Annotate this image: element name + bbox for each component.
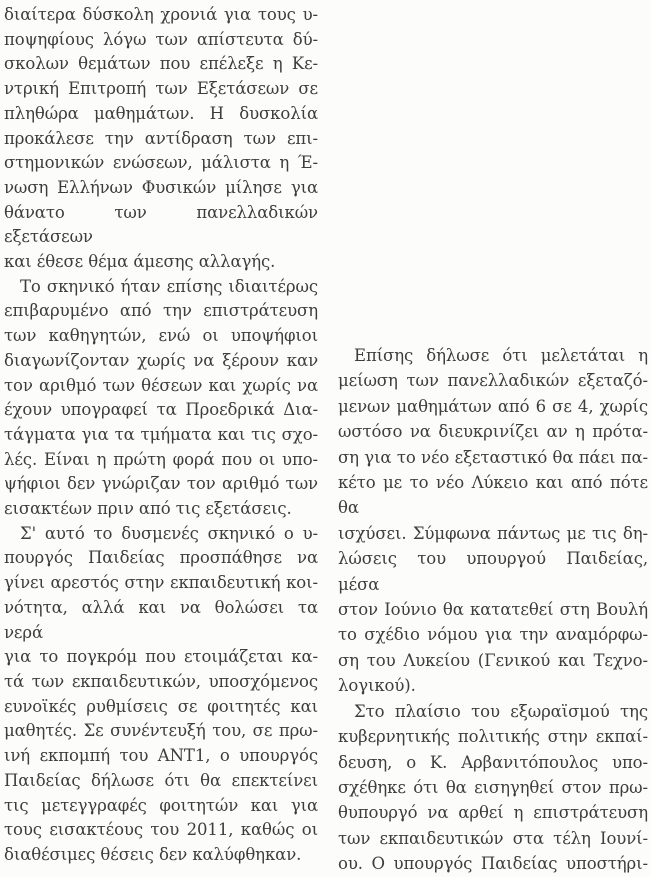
text-line: ισχύσει. Σύμφωνα πάντως με τις δη- bbox=[338, 523, 648, 543]
text-line: ση για το νέο εξεταστικό θα πάει πα- bbox=[338, 447, 648, 467]
text-line: θάνατο των πανελλαδικών εξετάσεων bbox=[4, 202, 318, 247]
text-line: ψήφιοι δεν γνώριζαν τον αριθμό των bbox=[4, 474, 318, 494]
text-line: σχέθηκε ότι θα εισηγηθεί στον πρω- bbox=[338, 777, 648, 797]
text-line: στον Ιούνιο θα κατατεθεί στη Βουλή bbox=[338, 600, 648, 620]
text-line: διαίτερα δύσκολη χρονιά για τους υ- bbox=[4, 5, 318, 24]
text-line: Παιδείας δήλωσε ότι θα επεκτείνει bbox=[4, 770, 318, 790]
text-line: Στο πλαίσιο του εξωραϊσμού της bbox=[354, 701, 648, 721]
text-line: των καθηγητών, ενώ οι υποψήφιοι bbox=[4, 326, 318, 346]
text-line: ωστόσο να διευκρινίζει αν η πρότα- bbox=[338, 422, 648, 442]
text-line: ευνοϊκές ρυθμίσεις σε φοιτητές και bbox=[4, 696, 318, 716]
text-line: εισακτέων πριν από τις εξετάσεις. bbox=[4, 499, 292, 519]
text-line: λώσεις του υπουργού Παιδείας, μέσα bbox=[338, 549, 648, 594]
text-line: γίνει αρεστός στην εκπαιδευτική κοι- bbox=[4, 573, 318, 593]
text-line: ντρική Επιτροπή των Εξετάσεων σε bbox=[4, 79, 318, 99]
text-line: για το πογκρόμ που ετοιμάζεται κα- bbox=[4, 647, 318, 667]
text-line: Σ' αυτό το δυσμενές σκηνικό ο υ- bbox=[20, 523, 318, 543]
text-line: νότητα, αλλά και να θολώσει τα νερά bbox=[4, 597, 318, 642]
text-line: δευση, ο Κ. Αρβανιτόπουλος υπο- bbox=[338, 752, 648, 772]
text-line: τους εισακτέους του 2011, καθώς οι bbox=[4, 820, 318, 840]
text-line: προκάλεσε την αντίδραση των επι- bbox=[4, 128, 318, 148]
text-line: Το σκηνικό ήταν επίσης ιδιαιτέρως bbox=[20, 276, 318, 296]
text-line: κυβερνητικής πολιτικής στην εκπαί- bbox=[338, 727, 648, 747]
text-line: μαθητές. Σε συνέντευξή του, σε πρω- bbox=[4, 721, 318, 741]
text-line: σκολων θεμάτων που επέλεξε η Κε- bbox=[4, 54, 318, 74]
text-line: ινή εκπομπή του ΑΝΤ1, ο υπουργός bbox=[4, 746, 318, 766]
text-line: νωση Ελλήνων Φυσικών μίλησε για bbox=[4, 177, 318, 197]
text-line: το σχέδιο νόμου για την αναμόρφω- bbox=[338, 625, 648, 645]
text-line: τον αριθμό των θέσεων και χωρίς να bbox=[4, 375, 318, 395]
text-line: μείωση των πανελλαδικών εξεταζό- bbox=[338, 371, 648, 391]
text-line: τά των εκπαιδευτικών, υποσχόμενος bbox=[4, 671, 318, 691]
text-line: στημονικών ενώσεων, μάλιστα η Έ- bbox=[4, 153, 318, 173]
text-line: θυπουργό να αρθεί η επιστράτευση bbox=[338, 803, 648, 823]
text-line: ου. Ο υπουργός Παιδείας υποστήρι- bbox=[338, 854, 648, 874]
text-line: λές. Είναι η πρώτη φορά που οι υπο- bbox=[4, 449, 318, 469]
text-line: ση του Λυκείου (Γενικού και Τεχνο- bbox=[338, 650, 648, 670]
text-line: Επίσης δήλωσε ότι μελετάται η bbox=[354, 346, 648, 365]
text-line: διαθέσιμες θέσεις δεν καλύφθηκαν. bbox=[4, 844, 302, 864]
text-line: τάγματα για τα τμήματα και τις σχο- bbox=[4, 424, 318, 444]
text-line: πληθώρα μαθημάτων. Η δυσκολία bbox=[4, 103, 318, 123]
text-line: πουργός Παιδείας προσπάθησε να bbox=[4, 548, 318, 568]
text-line: τις μετεγγραφές φοιτητών και για bbox=[4, 795, 318, 815]
text-line: των εκπαιδευτικών στα τέλη Ιουνί- bbox=[338, 828, 648, 848]
text-line: και έθεσε θέμα άμεσης αλλαγής. bbox=[4, 252, 276, 272]
text-line: κέτο με το νέο Λύκειο και από πότε θα bbox=[338, 473, 648, 518]
text-line: μενων μαθημάτων από 6 σε 4, χωρίς bbox=[338, 396, 648, 416]
article-column-right bbox=[338, 343, 648, 877]
text-line: διαγωνίζονταν χωρίς να ξέρουν καν bbox=[4, 350, 318, 370]
text-line: έχουν υπογραφεί τα Προεδρικά Δια- bbox=[4, 400, 318, 420]
text-line: επιβαρυμένο από την επιστράτευση bbox=[4, 301, 318, 321]
text-line: ποψηφίους λόγω των απίστευτα δύ- bbox=[4, 29, 318, 49]
article-column-left bbox=[4, 3, 318, 868]
text-line: λογικού). bbox=[338, 676, 416, 696]
